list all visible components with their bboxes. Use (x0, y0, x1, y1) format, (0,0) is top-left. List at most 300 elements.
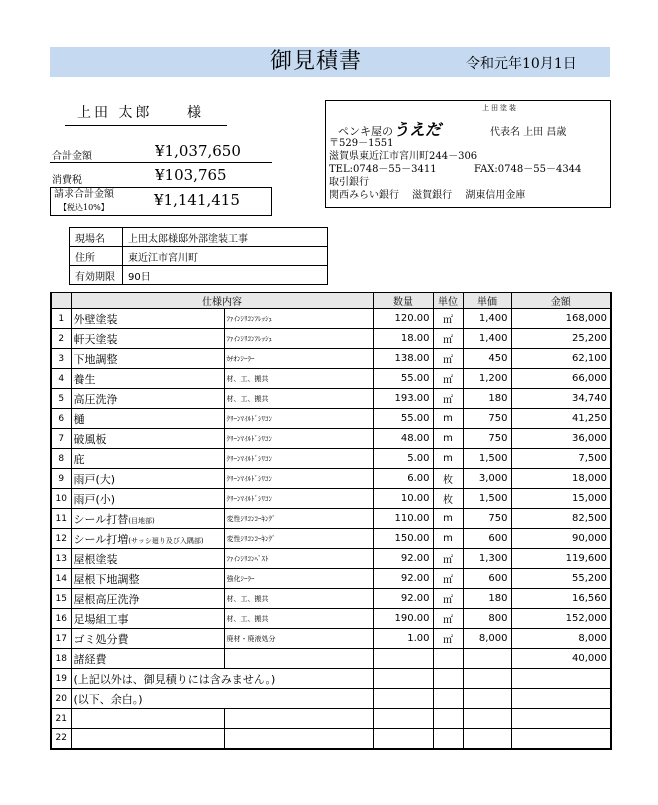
row-number (51, 429, 71, 449)
item-name (71, 569, 224, 589)
item-qty (373, 349, 433, 369)
item-spec (224, 489, 373, 509)
company-bank-label: 取引銀行 (329, 177, 369, 188)
item-price-text: 1,500 (478, 493, 508, 504)
row-number-text: 13 (55, 553, 67, 564)
item-unit-text: ㎡ (443, 615, 453, 626)
item-qty-text: 150.00 (394, 533, 430, 544)
table-row (51, 549, 611, 569)
item-unit-text: m (443, 413, 453, 424)
item-amount-text: 152,000 (565, 613, 607, 624)
item-name (71, 389, 224, 409)
row-number-text: 7 (58, 433, 65, 444)
items-body (51, 309, 611, 749)
item-unit-text: ㎡ (443, 555, 453, 566)
company-box (325, 100, 611, 208)
item-qty-text: 55.00 (400, 413, 430, 424)
item-name (71, 469, 224, 489)
item-spec (224, 509, 373, 529)
item-qty-text: 110.00 (394, 513, 430, 524)
item-name-text: 外壁塗装 (73, 312, 118, 326)
table-row (51, 489, 611, 509)
estimate-items-table (50, 292, 612, 750)
info-value: 東近江市宮川町 (123, 247, 328, 266)
item-qty-text: 92.00 (400, 593, 430, 604)
header-spec: 仕様内容 (71, 293, 373, 309)
item-unit-text: 枚 (443, 495, 453, 506)
item-price (463, 609, 511, 629)
item-spec-text: 変性ｼﾘｺﾝｺｰｷﾝｸﾞ (226, 514, 276, 523)
tax-value: ¥103,765 (155, 166, 227, 184)
item-spec-text: ｸﾘｰﾝﾏｲﾙﾄﾞｼﾘｺﾝ (226, 454, 272, 463)
item-spec-text: 変性ｼﾘｺﾝｺｰｷﾝｸﾞ (226, 534, 276, 543)
item-price (463, 409, 511, 429)
item-spec-text: 材、工、搬共 (226, 614, 269, 623)
row-number (51, 689, 71, 709)
item-name-text: 養生 (73, 372, 96, 386)
item-spec-text: ﾌｧｲﾝｼﾘｺﾝﾌﾚｯｼｭ (226, 334, 272, 343)
item-qty-text: 138.00 (394, 353, 430, 364)
item-spec (224, 629, 373, 649)
item-spec (224, 309, 373, 329)
item-qty-text: 92.00 (400, 553, 430, 564)
row-number-text: 16 (55, 613, 67, 624)
item-qty-text: 1.00 (407, 633, 430, 644)
company-address: 滋賀県東近江市宮川町244－306 (329, 151, 478, 162)
item-price-text: 1,500 (478, 453, 508, 464)
item-name-text: 高圧洗浄 (73, 392, 118, 406)
item-qty-text: 48.00 (400, 433, 430, 444)
header-price: 単価 (463, 293, 511, 309)
item-name-text: 軒天塗装 (73, 332, 118, 346)
item-price (463, 349, 511, 369)
item-name (71, 709, 224, 729)
item-unit (433, 369, 463, 389)
item-qty (373, 509, 433, 529)
item-spec (224, 609, 373, 629)
item-price-text: 3,000 (478, 473, 508, 484)
item-qty (373, 389, 433, 409)
billing-tax-note: 【税込10%】 (59, 203, 109, 212)
item-spec-text: ｸﾘｰﾝﾏｲﾙﾄﾞｼﾘｺﾝ (226, 414, 272, 423)
item-name-text: 屋根高圧洗浄 (73, 592, 140, 606)
item-unit (433, 549, 463, 569)
item-amount-text: 119,600 (565, 553, 607, 564)
document-title: 御見積書 (270, 49, 363, 74)
item-name (71, 589, 224, 609)
table-row (51, 669, 611, 689)
item-spec (224, 569, 373, 589)
table-row (51, 469, 611, 489)
row-number (51, 349, 71, 369)
tax-label: 消費税 (52, 175, 82, 186)
item-unit-text: ㎡ (443, 575, 453, 586)
company-fax: FAX:0748－55－4344 (474, 164, 582, 175)
row-number (51, 729, 71, 749)
table-row (51, 349, 611, 369)
item-amount (511, 329, 611, 349)
row-number-text: 1 (58, 313, 65, 324)
row-number (51, 629, 71, 649)
item-amount (511, 429, 611, 449)
item-price (463, 489, 511, 509)
header-no (51, 293, 71, 309)
item-unit (433, 609, 463, 629)
row-number (51, 489, 71, 509)
item-unit-text: ㎡ (443, 635, 453, 646)
item-name-sub: (サッシ廻り及び入隅部) (128, 536, 204, 545)
row-number-text: 5 (58, 393, 65, 404)
item-amount (511, 629, 611, 649)
table-row (51, 509, 611, 529)
table-row (51, 589, 611, 609)
item-spec-text: ｸﾘｰﾝﾏｲﾙﾄﾞｼﾘｺﾝ (226, 434, 272, 443)
item-spec (224, 589, 373, 609)
customer-name: 上田 太郎 (77, 105, 153, 121)
item-price-text: 750 (488, 513, 508, 524)
table-row (51, 649, 611, 669)
item-amount (511, 369, 611, 389)
item-price (463, 369, 511, 389)
row-number-text: 18 (55, 653, 67, 664)
info-label: 現場名 (70, 228, 123, 247)
item-spec-text: ｶﾁｵﾝｼｰﾗｰ (226, 354, 255, 363)
row-number (51, 529, 71, 549)
item-qty (373, 549, 433, 569)
item-amount (511, 469, 611, 489)
item-price (463, 589, 511, 609)
item-amount (511, 549, 611, 569)
row-number-text: 10 (55, 493, 67, 504)
item-price (463, 429, 511, 449)
row-number (51, 369, 71, 389)
item-qty (373, 709, 433, 729)
item-unit (433, 569, 463, 589)
item-unit (433, 469, 463, 489)
item-qty (373, 369, 433, 389)
item-price (463, 709, 511, 729)
table-row (51, 729, 611, 749)
item-name-text: 樋 (73, 412, 85, 426)
item-price (463, 689, 511, 709)
item-spec (224, 389, 373, 409)
table-row (51, 409, 611, 429)
item-price-text: 600 (488, 573, 508, 584)
item-amount-text: 18,000 (572, 473, 607, 484)
row-number-text: 8 (58, 453, 65, 464)
billing-total-box (50, 187, 272, 216)
item-unit (433, 729, 463, 749)
item-unit (433, 409, 463, 429)
info-label: 有効期限 (70, 266, 123, 285)
item-qty-text: 10.00 (400, 493, 430, 504)
info-value: 90日 (123, 266, 328, 285)
item-unit (433, 489, 463, 509)
item-qty (373, 689, 433, 709)
row-number (51, 609, 71, 629)
info-row (70, 247, 328, 266)
item-price (463, 529, 511, 549)
shop-prefix: ペンキ屋の (338, 125, 393, 138)
item-qty (373, 609, 433, 629)
item-spec-text: 材、工、搬共 (226, 594, 269, 603)
item-name-text: シール打替 (73, 512, 129, 526)
item-price-text: 1,400 (478, 313, 508, 324)
item-price-text: 750 (488, 433, 508, 444)
table-row (51, 629, 611, 649)
row-number-text: 21 (55, 713, 67, 724)
item-amount-text: 25,200 (572, 333, 607, 344)
table-row (51, 709, 611, 729)
item-name-text: 庇 (73, 452, 85, 466)
row-number (51, 449, 71, 469)
item-amount-text: 8,000 (578, 633, 607, 644)
item-qty (373, 589, 433, 609)
header-qty: 数量 (373, 293, 433, 309)
item-qty (373, 409, 433, 429)
item-price (463, 729, 511, 749)
item-unit (433, 329, 463, 349)
item-price (463, 449, 511, 469)
item-amount-text: 168,000 (565, 313, 607, 324)
item-amount-text: 36,000 (572, 433, 607, 444)
item-unit (433, 429, 463, 449)
item-qty-text: 55.00 (400, 373, 430, 384)
item-price (463, 549, 511, 569)
item-unit (433, 529, 463, 549)
item-amount (511, 489, 611, 509)
info-label: 住所 (70, 247, 123, 266)
item-spec (224, 449, 373, 469)
item-spec-text: 材、工、搬共 (226, 394, 269, 403)
item-amount-text: 55,200 (572, 573, 607, 584)
item-price (463, 629, 511, 649)
item-amount (511, 309, 611, 329)
item-unit (433, 389, 463, 409)
item-name (71, 429, 224, 449)
row-number-text: 12 (55, 533, 67, 544)
item-unit (433, 589, 463, 609)
item-name (71, 649, 224, 669)
item-qty-text: 120.00 (394, 313, 430, 324)
table-row (51, 569, 611, 589)
item-qty (373, 469, 433, 489)
item-note (71, 669, 373, 689)
company-kana: 上田塗装 (482, 104, 518, 112)
item-unit (433, 509, 463, 529)
header-unit: 単位 (433, 293, 463, 309)
item-qty (373, 669, 433, 689)
item-name (71, 549, 224, 569)
item-spec (224, 409, 373, 429)
item-unit-text: 枚 (443, 475, 453, 486)
item-amount (511, 509, 611, 529)
item-price (463, 329, 511, 349)
item-amount-text: 41,250 (572, 413, 607, 424)
item-name (71, 369, 224, 389)
item-qty (373, 489, 433, 509)
subtotal-divider (50, 162, 272, 163)
row-number (51, 589, 71, 609)
item-name-text: 屋根下地調整 (73, 572, 140, 586)
item-name-text: 足場組工事 (73, 612, 129, 626)
item-name (71, 329, 224, 349)
item-unit (433, 689, 463, 709)
item-name (71, 609, 224, 629)
item-unit (433, 349, 463, 369)
document-date: 令和元年10月1日 (466, 56, 577, 72)
row-number (51, 549, 71, 569)
row-number (51, 509, 71, 529)
row-number-text: 14 (55, 573, 67, 584)
item-unit-text: m (443, 453, 453, 464)
item-price-text: 1,300 (478, 553, 508, 564)
billing-total-label: 請求合計金額 (54, 189, 114, 200)
customer-honorific: 様 (187, 105, 201, 121)
item-unit-text: ㎡ (443, 375, 453, 386)
row-number-text: 11 (55, 513, 67, 524)
item-unit (433, 709, 463, 729)
table-row (51, 449, 611, 469)
item-price-text: 450 (488, 353, 508, 364)
item-spec (224, 429, 373, 449)
item-qty-text: 5.00 (407, 453, 430, 464)
item-spec-text: 廃材・廃液処分 (226, 634, 276, 643)
item-name-sub: (目地部) (128, 516, 155, 525)
item-amount-text: 40,000 (572, 653, 607, 664)
info-value: 上田太郎様邸外部塗装工事 (123, 228, 328, 247)
item-price-text: 600 (488, 533, 508, 544)
item-amount (511, 529, 611, 549)
item-spec (224, 549, 373, 569)
item-qty (373, 649, 433, 669)
item-amount (511, 609, 611, 629)
item-name-text: 屋根塗装 (73, 552, 118, 566)
item-name (71, 729, 224, 749)
table-row (51, 609, 611, 629)
item-spec (224, 709, 373, 729)
item-name-text: 下地調整 (73, 352, 118, 366)
item-price (463, 649, 511, 669)
company-banks: 関西みらい銀行 滋賀銀行 湖東信用金庫 (329, 190, 526, 201)
row-number (51, 309, 71, 329)
item-qty (373, 729, 433, 749)
item-spec (224, 469, 373, 489)
info-row (70, 266, 328, 285)
item-spec-text: ｸﾘｰﾝﾏｲﾙﾄﾞｼﾘｺﾝ (226, 474, 272, 483)
table-row (51, 389, 611, 409)
item-unit (433, 629, 463, 649)
item-qty (373, 329, 433, 349)
item-name (71, 449, 224, 469)
item-price-text: 180 (488, 593, 508, 604)
item-name-text: シール打増 (73, 532, 129, 546)
item-unit (433, 669, 463, 689)
table-row (51, 429, 611, 449)
item-qty (373, 629, 433, 649)
item-name (71, 489, 224, 509)
row-number-text: 17 (55, 633, 67, 644)
item-amount (511, 569, 611, 589)
item-amount (511, 349, 611, 369)
item-unit-text: ㎡ (443, 395, 453, 406)
table-header-row (51, 293, 611, 309)
item-qty (373, 429, 433, 449)
item-amount (511, 689, 611, 709)
item-name (71, 309, 224, 329)
item-unit-text: ㎡ (443, 315, 453, 326)
shop-name: うえだ (393, 120, 442, 139)
item-name (71, 629, 224, 649)
item-name-text: 破風板 (73, 432, 107, 446)
item-unit-text: ㎡ (443, 355, 453, 366)
item-spec (224, 529, 373, 549)
item-qty (373, 569, 433, 589)
item-qty (373, 529, 433, 549)
item-unit (433, 309, 463, 329)
table-row (51, 309, 611, 329)
item-price-text: 1,400 (478, 333, 508, 344)
info-row (70, 228, 328, 247)
item-note-text: (上記以外は、御見積りには含みません。) (73, 672, 276, 686)
item-price (463, 389, 511, 409)
item-amount (511, 709, 611, 729)
item-price-text: 1,200 (478, 373, 508, 384)
item-qty-text: 18.00 (400, 333, 430, 344)
item-spec (224, 729, 373, 749)
item-unit (433, 449, 463, 469)
item-spec (224, 329, 373, 349)
item-spec-text: ｸﾘｰﾝﾏｲﾙﾄﾞｼﾘｺﾝ (226, 494, 272, 503)
item-price (463, 469, 511, 489)
item-qty-text: 190.00 (394, 613, 430, 624)
item-qty (373, 309, 433, 329)
item-price-text: 750 (488, 413, 508, 424)
item-price (463, 569, 511, 589)
item-name (71, 509, 224, 529)
item-amount-text: 34,740 (572, 393, 607, 404)
item-spec-text: ﾌｧｲﾝｼﾘｺﾝﾌﾚｯｼｭ (226, 314, 272, 323)
item-amount (511, 409, 611, 429)
item-amount (511, 729, 611, 749)
item-name-text: 雨戸(大) (73, 472, 116, 486)
row-number-text: 22 (55, 733, 67, 744)
item-spec (224, 649, 373, 669)
project-info-table (69, 227, 328, 285)
item-amount (511, 669, 611, 689)
item-price-text: 8,000 (478, 633, 508, 644)
row-number-text: 15 (55, 593, 67, 604)
row-number (51, 469, 71, 489)
item-unit-text: m (443, 433, 453, 444)
row-number-text: 9 (58, 473, 65, 484)
item-amount-text: 16,560 (572, 593, 607, 604)
item-note-text: (以下、余白。) (73, 692, 143, 706)
item-amount-text: 66,000 (572, 373, 607, 384)
row-number-text: 20 (55, 693, 67, 704)
subtotal-value: ¥1,037,650 (155, 142, 241, 160)
row-number-text: 2 (58, 333, 65, 344)
item-spec (224, 369, 373, 389)
item-price (463, 309, 511, 329)
item-amount (511, 589, 611, 609)
item-unit-text: m (443, 533, 453, 544)
item-amount-text: 7,500 (578, 453, 607, 464)
item-amount-text: 15,000 (572, 493, 607, 504)
customer-block (65, 100, 227, 126)
row-number (51, 649, 71, 669)
company-shop-name (338, 117, 441, 140)
